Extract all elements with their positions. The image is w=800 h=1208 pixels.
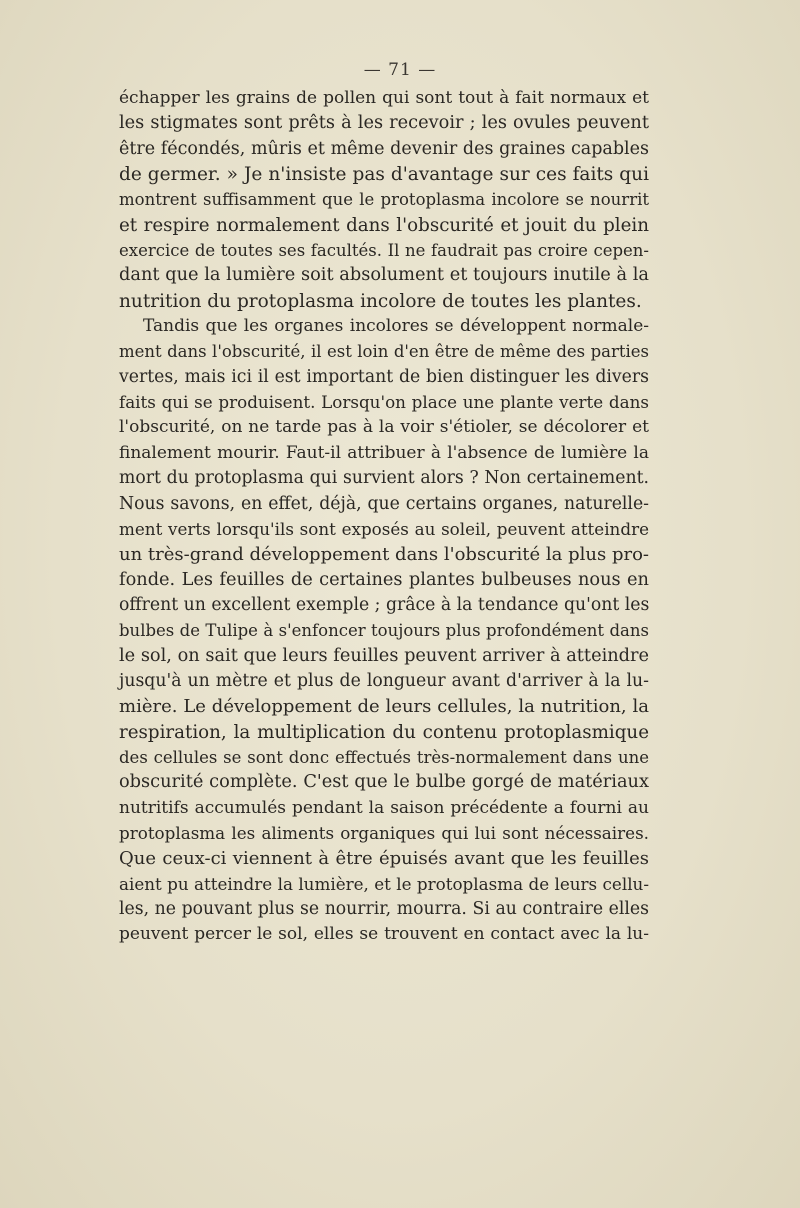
text-line: protoplasma les aliments organiques qui lui sont nécessaires. (119, 822, 649, 843)
text-line: faits qui se produisent. Lorsqu'on place une plante verte dans (119, 392, 649, 413)
text-line: le sol, on sait que leurs feuilles peuvent arriver à atteindre (119, 645, 650, 666)
text-line: mière. Le développement de leurs cellules, la nutrition, la (119, 696, 649, 718)
text-line: peuvent percer le sol, elles se trouvent en contact avec la lu- (119, 924, 649, 945)
text-line: nutritifs accumulés pendant la saison précédente a fourni au (119, 797, 649, 818)
text-line: vertes, mais ici il est important de bien distinguer les divers (119, 366, 649, 387)
text-line: bulbes de Tulipe à s'enfoncer toujours plus profondément dans (119, 621, 649, 641)
text-line: nutrition du protoplasma incolore de toutes les plantes. (119, 290, 642, 312)
text-line: Nous savons, en effet, déjà, que certains organes, naturelle- (119, 493, 649, 514)
text-line: jusqu'à un mètre et plus de longueur avant d'arriver à la lu- (119, 670, 649, 691)
text-line: de germer. » Je n'insiste pas d'avantage sur ces faits qui (119, 164, 649, 186)
text-line: obscurité complète. C'est que le bulbe gorgé de matériaux (119, 772, 649, 793)
text-line: Tandis que les organes incolores se développent normale- (143, 316, 649, 337)
text-line: Que ceux-ci viennent à être épuisés avant que les feuilles (119, 848, 649, 870)
text-line: fonde. Les feuilles de certaines plantes bulbeuses nous en (119, 569, 649, 590)
body-text (119, 86, 649, 948)
text-line: mort du protoplasma qui survient alors ? Non certainement. (119, 468, 649, 489)
text-line: aient pu atteindre la lumière, et le protoplasma de leurs cellu- (119, 873, 649, 894)
text-line: ment dans l'obscurité, il est loin d'en être de même des parties (119, 342, 649, 362)
text-line: finalement mourir. Faut-il attribuer à l'absence de lumière la (119, 442, 649, 463)
text-line: l'obscurité, on ne tarde pas à la voir s'étioler, se décolorer et (119, 417, 649, 438)
text-line: et respire normalement dans l'obscurité et jouit du plein (119, 214, 649, 236)
text-line: exercice de toutes ses facultés. Il ne faudrait pas croire cepen- (119, 241, 649, 261)
page-number: — 71 — (363, 60, 437, 80)
text-line: offrent un excellent exemple ; grâce à la tendance qu'ont les (119, 594, 650, 615)
text-line: un très-grand développement dans l'obscurité la plus pro- (119, 544, 649, 566)
text-line: les, ne pouvant plus se nourrir, mourra. Si au contraire elles (119, 899, 649, 919)
text-line: dant que la lumière soit absolument et toujours inutile à la (119, 265, 649, 286)
text-line: ment verts lorsqu'ils sont exposés au soleil, peuvent atteindre (119, 518, 649, 539)
text-line: les stigmates sont prêts à les recevoir ; les ovules peuvent (119, 113, 649, 134)
text-line: montrent suffisamment que le protoplasma incolore se nourrit (119, 190, 649, 210)
text-line: des cellules se sont donc effectués très-normalement dans une (119, 747, 649, 767)
text-line: respiration, la multiplication du contenu protoplasmique (119, 721, 649, 743)
text-line: échapper les grains de pollen qui sont tout à fait normaux et (119, 88, 649, 108)
text-line: être fécondés, mûris et même devenir des graines capables (119, 138, 649, 159)
